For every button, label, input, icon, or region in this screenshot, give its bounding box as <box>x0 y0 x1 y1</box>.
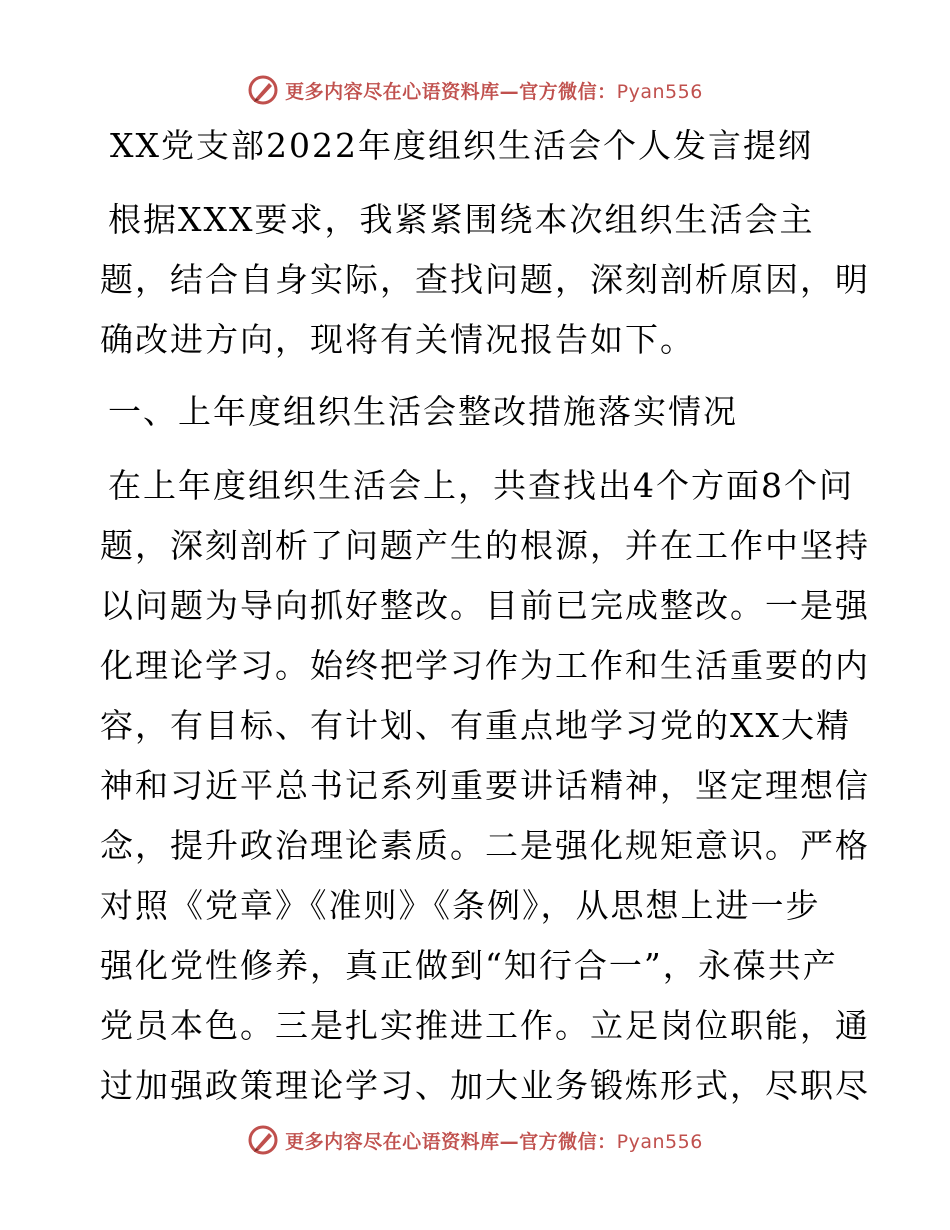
watermark-text <box>285 77 703 104</box>
paragraph-line-1: 根据XXX要求，我紧紧围绕本次组织生活会主 <box>108 200 815 239</box>
document-title: XX党支部2022年度组织生活会个人发言提纲 <box>110 126 813 165</box>
paragraph-line-8: 容，有目标、有计划、有重点地学习党的XX大精 <box>100 706 851 745</box>
paragraph-line-11: 对照《党章》《准则》《条例》，从思想上进一步 <box>100 886 821 925</box>
paragraph-line-5: 题，深刻剖析了问题产生的根源，并在工作中坚持 <box>100 526 870 565</box>
paragraph-line-9: 神和习近平总书记系列重要讲话精神，坚定理想信 <box>100 766 870 805</box>
paragraph-line-10: 念，提升政治理论素质。二是强化规矩意识。严格 <box>100 826 870 865</box>
pen-logo-icon <box>247 74 279 106</box>
paragraph-line-13: 党员本色。三是扎实推进工作。立足岗位职能，通 <box>100 1006 870 1045</box>
watermark-footer <box>0 1122 950 1158</box>
watermark-text-cn: 更多内容尽在心语资料库—官方微信： <box>285 1130 617 1153</box>
watermark-header <box>0 72 950 108</box>
paragraph-line-7: 化理论学习。始终把学习作为工作和生活重要的内 <box>100 646 870 685</box>
watermark-text <box>285 1127 703 1154</box>
paragraph-line-4: 在上年度组织生活会上，共查找出4个方面8个问 <box>108 466 854 505</box>
watermark-text-id: Pyan556 <box>616 80 703 103</box>
paragraph-line-2: 题，结合自身实际，查找问题，深刻剖析原因，明 <box>100 260 870 299</box>
paragraph-line-14: 过加强政策理论学习、加大业务锻炼形式，尽职尽 <box>100 1066 870 1105</box>
paragraph-line-3: 确改进方向，现将有关情况报告如下。 <box>100 320 695 359</box>
watermark-text-id: Pyan556 <box>616 1130 703 1153</box>
paragraph-line-12: 强化党性修养，真正做到“知行合一”，永葆共产 <box>100 946 838 985</box>
pen-logo-icon <box>247 1124 279 1156</box>
watermark-text-cn: 更多内容尽在心语资料库—官方微信： <box>285 80 617 103</box>
paragraph-line-6: 以问题为导向抓好整改。目前已完成整改。一是强 <box>100 586 870 625</box>
section-heading-1: 一、上年度组织生活会整改措施落实情况 <box>108 392 738 431</box>
